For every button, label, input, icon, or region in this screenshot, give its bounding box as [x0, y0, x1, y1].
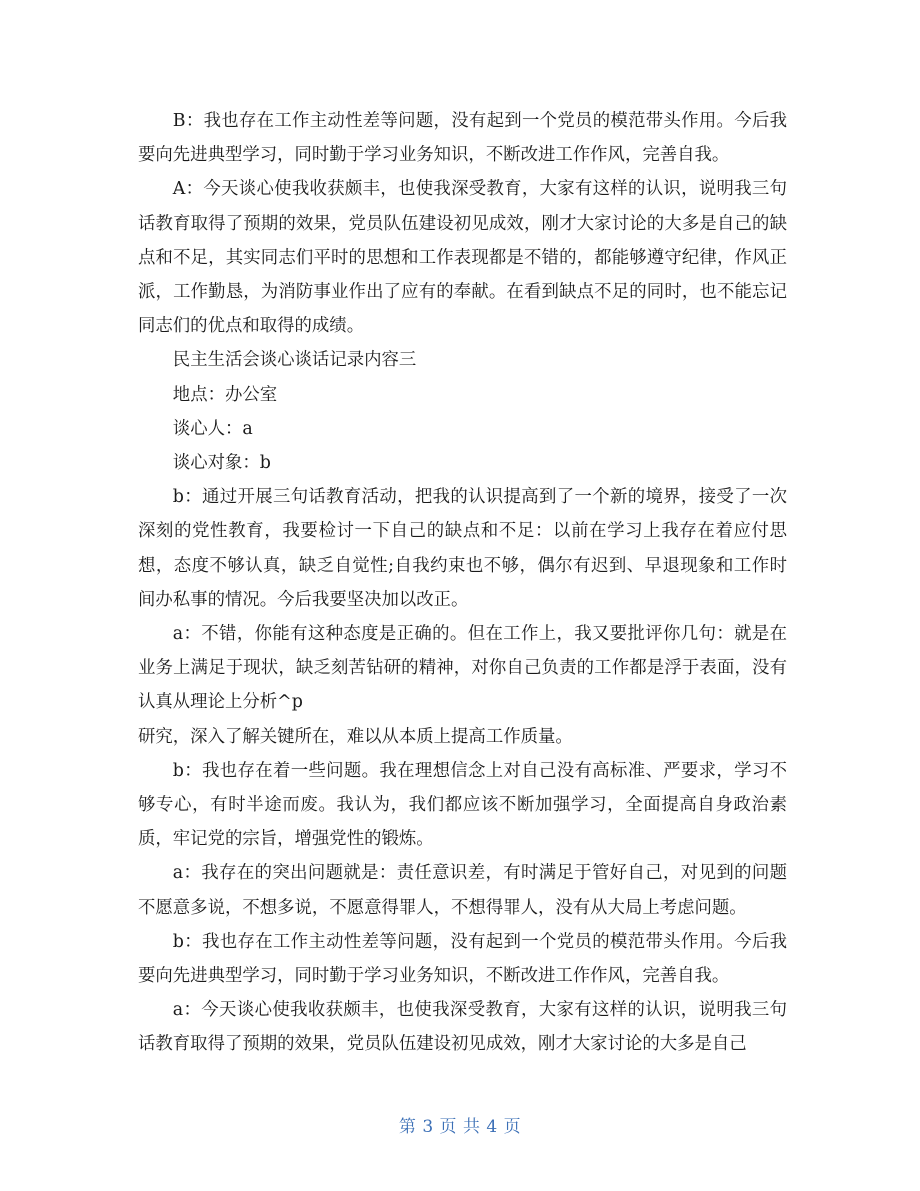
speaker-line: 谈心人：a	[172, 418, 253, 439]
location-line: 地点：办公室	[172, 384, 278, 405]
paragraph: b：我也存在工作主动性差等问题，没有起到一个党员的模范带头作用。今后我要向先进典型学习，同时勤于学习业务知识，不断改进工作作风，完善自我。	[138, 931, 787, 987]
paragraph: a：我存在的突出问题就是：责任意识差，有时满足于管好自己，对见到的问题不愿意多说，不想多说，不愿意得罪人，不想得罪人，没有从大局上考虑问题。	[138, 863, 787, 918]
paragraph-continuation: 研究，深入了解关键所在，难以从本质上提高工作质量。	[138, 726, 573, 747]
section-heading: 民主生活会谈心谈话记录内容三	[172, 350, 417, 371]
paragraph: B：我也存在工作主动性差等问题，没有起到一个党员的模范带头作用。今后我要向先进典型学习，同时勤于学习业务知识，不断改进工作作风，完善自我。	[138, 111, 787, 166]
paragraph: b：通过开展三句话教育活动，把我的认识提高到了一个新的境界，接受了一次深刻的党性教育，我要检讨一下自己的缺点和不足：以前在学习上我存在着应付思想，态度不够认真，缺乏自觉性;自我约束也不够，偶尔有迟到、早退现象和工作时间办私事的情况。今后我要坚决加以改正。	[138, 487, 787, 610]
paragraph: a：不错，你能有这种态度是正确的。但在工作上，我又要批评你几句：就是在业务上满足于现状，缺乏刻苦钻研的精神，对你自己负责的工作都是浮于表面，没有认真从理论上分析^p	[138, 624, 787, 713]
document-body	[138, 104, 787, 1062]
paragraph: a：今天谈心使我收获颇丰，也使我深受教育，大家有这样的认识，说明我三句话教育取得了预期的效果，党员队伍建设初见成效，刚才大家讨论的大多是自己	[138, 1000, 787, 1055]
listener-line: 谈心对象：b	[172, 453, 271, 474]
page-number-footer: 第 3 页 共 4 页	[398, 1117, 522, 1137]
paragraph: b：我也存在着一些问题。我在理想信念上对自己没有高标准、严要求，学习不够专心，有时半途而废。我认为，我们都应该不断加强学习，全面提高自身政治素质，牢记党的宗旨，增强党性的锻炼。	[138, 760, 787, 850]
paragraph: A：今天谈心使我收获颇丰，也使我深受教育，大家有这样的认识，说明我三句话教育取得了预期的效果，党员队伍建设初见成效，刚才大家讨论的大多是自己的缺点和不足，其实同志们平时的思想和工作表现都是不错的，都能够遵守纪律，作风正派，工作勤恳，为消防事业作出了应有的奉献。在看到缺点不足的同时，也不能忘记同志们的优点和取得的成绩。	[138, 179, 787, 337]
